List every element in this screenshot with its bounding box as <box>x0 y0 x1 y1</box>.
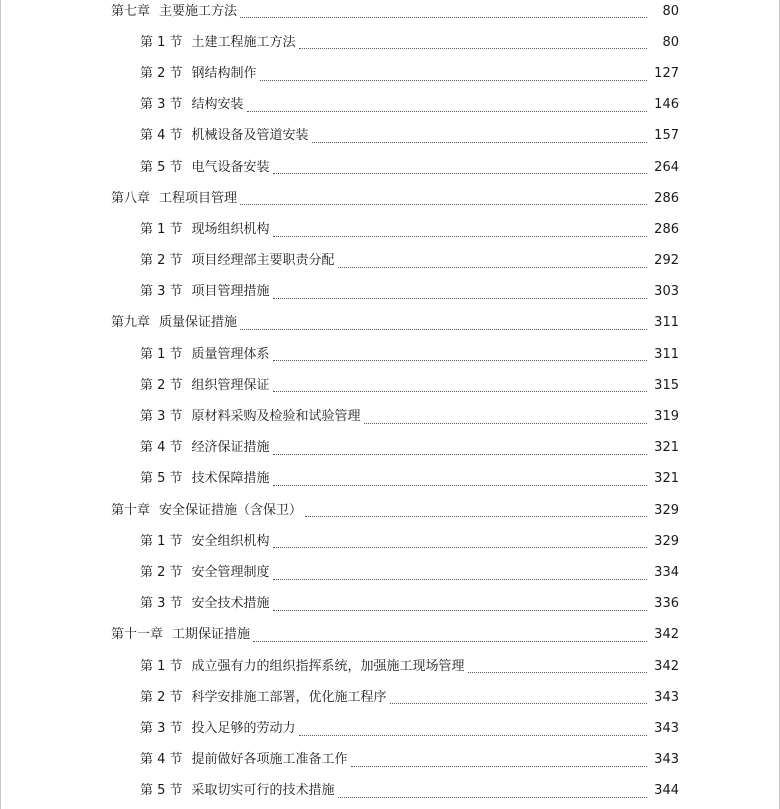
toc-entry-number: 第 3 节 <box>140 409 183 425</box>
dot-leader <box>240 329 647 330</box>
dot-leader <box>247 111 647 112</box>
toc-entry-title: 投入足够的劳动力 <box>191 720 296 736</box>
toc-section-row[interactable] <box>0 651 780 682</box>
toc-entry-number: 第 3 节 <box>140 596 183 612</box>
toc-page-number: 292 <box>654 253 679 269</box>
dot-leader <box>273 173 647 174</box>
dot-leader <box>305 516 647 517</box>
toc-entry-number: 第 2 节 <box>140 377 183 393</box>
toc-section-row[interactable] <box>0 214 780 245</box>
toc-page-number: 286 <box>654 221 679 237</box>
toc-section-row[interactable] <box>0 557 780 588</box>
toc-entry-number: 第 5 节 <box>140 783 183 799</box>
toc-section-row[interactable] <box>0 339 780 370</box>
toc-entry-title: 主要施工方法 <box>159 3 238 19</box>
toc-entry-title: 钢结构制作 <box>191 65 257 81</box>
toc-entry-number: 第 2 节 <box>140 253 183 269</box>
toc-section-row[interactable] <box>0 745 780 776</box>
toc-entry-number: 第 4 节 <box>140 440 183 456</box>
toc-entry-number: 第 1 节 <box>140 658 183 674</box>
toc-section-row[interactable] <box>0 464 780 495</box>
toc-entry-title: 工程项目管理 <box>159 190 238 206</box>
toc-entry-label <box>111 503 302 519</box>
dot-leader <box>253 641 647 642</box>
toc-entry-label <box>140 222 270 238</box>
toc-section-row[interactable] <box>0 776 780 807</box>
dot-leader <box>364 423 647 424</box>
toc-entry-number: 第 3 节 <box>140 97 183 113</box>
toc-entry-number: 第 2 节 <box>140 689 183 705</box>
toc-section-row[interactable] <box>0 27 780 58</box>
toc-entry-label <box>140 471 270 487</box>
toc-entry-label <box>140 253 335 269</box>
toc-entry-number: 第 1 节 <box>140 221 183 237</box>
toc-entry-title: 安全技术措施 <box>191 596 270 612</box>
dot-leader <box>273 236 647 237</box>
dot-leader <box>240 17 647 18</box>
toc-entry-title: 现场组织机构 <box>191 221 270 237</box>
toc-entry-title: 土建工程施工方法 <box>191 34 296 50</box>
toc-entry-title: 项目管理措施 <box>191 284 270 300</box>
toc-page-number: 315 <box>654 377 679 393</box>
dot-leader <box>338 797 647 798</box>
toc-entry-title: 安全组织机构 <box>191 533 270 549</box>
toc-entry-title: 工期保证措施 <box>172 627 251 643</box>
toc-entry-number: 第 1 节 <box>140 533 183 549</box>
toc-entry-title: 质量管理体系 <box>191 346 270 362</box>
toc-section-row[interactable] <box>0 433 780 464</box>
dot-leader <box>273 547 647 548</box>
toc-page-number: 303 <box>654 284 679 300</box>
toc-entry-title: 质量保证措施 <box>159 315 238 331</box>
toc-entry-label <box>140 690 387 706</box>
toc-entry-title: 结构安装 <box>191 97 244 113</box>
toc-entry-label <box>140 565 270 581</box>
toc-page-number: 343 <box>654 720 679 736</box>
toc-entry-title: 采取切实可行的技术措施 <box>191 783 335 799</box>
dot-leader <box>468 672 647 673</box>
toc-entry-number: 第 2 节 <box>140 65 183 81</box>
toc-page-number: 311 <box>654 346 679 362</box>
toc-entry-number: 第 1 节 <box>140 34 183 50</box>
toc-page-number: 343 <box>654 752 679 768</box>
toc-entry-label <box>111 4 237 20</box>
toc-page-number: 286 <box>654 190 679 206</box>
toc-entry-title: 原材料采购及检验和试验管理 <box>191 409 361 425</box>
toc-entry-number: 第十一章 <box>111 627 164 643</box>
dot-leader <box>390 703 647 704</box>
toc-page-number: 321 <box>654 471 679 487</box>
toc-section-row[interactable] <box>0 370 780 401</box>
toc-page-number: 336 <box>654 596 679 612</box>
toc-entry-number: 第 1 节 <box>140 346 183 362</box>
toc-chapter-row[interactable] <box>0 0 780 27</box>
toc-section-row[interactable] <box>0 90 780 121</box>
toc-chapter-row[interactable] <box>0 495 780 526</box>
toc-entry-label <box>111 315 237 331</box>
toc-entry-label <box>111 627 250 643</box>
toc-entry-title: 项目经理部主要职责分配 <box>191 253 335 269</box>
toc-page-number: 342 <box>654 627 679 643</box>
toc-entry-label <box>140 596 270 612</box>
toc-entry-number: 第九章 <box>111 315 151 331</box>
toc-entry-number: 第 4 节 <box>140 752 183 768</box>
dot-leader <box>273 579 647 580</box>
toc-entry-label <box>140 534 270 550</box>
dot-leader <box>273 298 647 299</box>
toc-entry-label <box>140 66 257 82</box>
toc-entry-label <box>140 440 270 456</box>
toc-section-row[interactable] <box>0 152 780 183</box>
toc-page-number: 319 <box>654 409 679 425</box>
toc-entry-label <box>140 721 296 737</box>
toc-entry-label <box>140 409 361 425</box>
toc-entry-label <box>140 347 270 363</box>
toc-chapter-row[interactable] <box>0 308 780 339</box>
toc-entry-label <box>140 284 270 300</box>
toc-section-row[interactable] <box>0 277 780 308</box>
toc-entry-label <box>140 659 465 675</box>
toc-page-number: 157 <box>654 128 679 144</box>
toc-page-number: 80 <box>662 3 679 19</box>
toc-entry-title: 机械设备及管道安装 <box>191 128 309 144</box>
toc-chapter-row[interactable] <box>0 183 780 214</box>
dot-leader <box>260 80 647 81</box>
toc-section-row[interactable] <box>0 401 780 432</box>
toc-entry-label <box>140 35 296 51</box>
toc-section-row[interactable] <box>0 58 780 89</box>
dot-leader <box>273 485 647 486</box>
toc-page-number: 344 <box>654 783 679 799</box>
dot-leader <box>299 48 647 49</box>
toc-page-number: 342 <box>654 658 679 674</box>
toc-page-number: 329 <box>654 533 679 549</box>
toc-entry-label <box>140 378 270 394</box>
toc-entry-title: 科学安排施工部署，优化施工程序 <box>191 689 387 705</box>
dot-leader <box>312 142 647 143</box>
toc-entry-title: 提前做好各项施工准备工作 <box>191 752 348 768</box>
toc-entry-number: 第 5 节 <box>140 159 183 175</box>
toc-entry-number: 第八章 <box>111 190 151 206</box>
toc-entry-number: 第七章 <box>111 3 151 19</box>
toc-entry-number: 第 2 节 <box>140 564 183 580</box>
toc-page-number: 146 <box>654 97 679 113</box>
dot-leader <box>299 735 647 736</box>
dot-leader <box>240 204 647 205</box>
toc-section-row[interactable] <box>0 246 780 277</box>
toc-entry-label <box>140 783 335 799</box>
toc-entry-number: 第 3 节 <box>140 284 183 300</box>
toc-entry-number: 第 5 节 <box>140 471 183 487</box>
toc-chapter-row[interactable] <box>0 620 780 651</box>
toc-page-number: 321 <box>654 440 679 456</box>
dot-leader <box>273 360 647 361</box>
toc-entry-title: 经济保证措施 <box>191 440 270 456</box>
toc-entry-label <box>140 752 348 768</box>
toc-section-row[interactable] <box>0 589 780 620</box>
toc-entry-title: 安全保证措施（含保卫） <box>159 502 303 518</box>
toc-entry-number: 第十章 <box>111 502 151 518</box>
toc-page-number: 264 <box>654 159 679 175</box>
dot-leader <box>338 267 647 268</box>
toc-entry-label <box>140 128 309 144</box>
toc-page-number: 311 <box>654 315 679 331</box>
toc-section-row[interactable] <box>0 121 780 152</box>
toc-page-number: 80 <box>662 34 679 50</box>
toc-entry-number: 第 3 节 <box>140 720 183 736</box>
toc-section-row[interactable] <box>0 713 780 744</box>
toc-entry-title: 技术保障措施 <box>191 471 270 487</box>
toc-page-number: 329 <box>654 502 679 518</box>
toc-entry-title: 组织管理保证 <box>191 377 270 393</box>
toc-entry-title: 成立强有力的组织指挥系统，加强施工现场管理 <box>191 658 465 674</box>
toc-page-number: 343 <box>654 689 679 705</box>
toc-page-number: 334 <box>654 564 679 580</box>
toc-section-row[interactable] <box>0 526 780 557</box>
toc-entry-label <box>111 191 237 207</box>
dot-leader <box>273 610 647 611</box>
toc-entry-title: 安全管理制度 <box>191 564 270 580</box>
toc-entry-label <box>140 97 244 113</box>
toc-entry-label <box>140 160 270 176</box>
dot-leader <box>273 391 647 392</box>
toc-page-number: 127 <box>654 65 679 81</box>
toc-section-row[interactable] <box>0 682 780 713</box>
dot-leader <box>273 454 647 455</box>
dot-leader <box>351 766 647 767</box>
toc-entry-title: 电气设备安装 <box>191 159 270 175</box>
toc-entry-number: 第 4 节 <box>140 128 183 144</box>
